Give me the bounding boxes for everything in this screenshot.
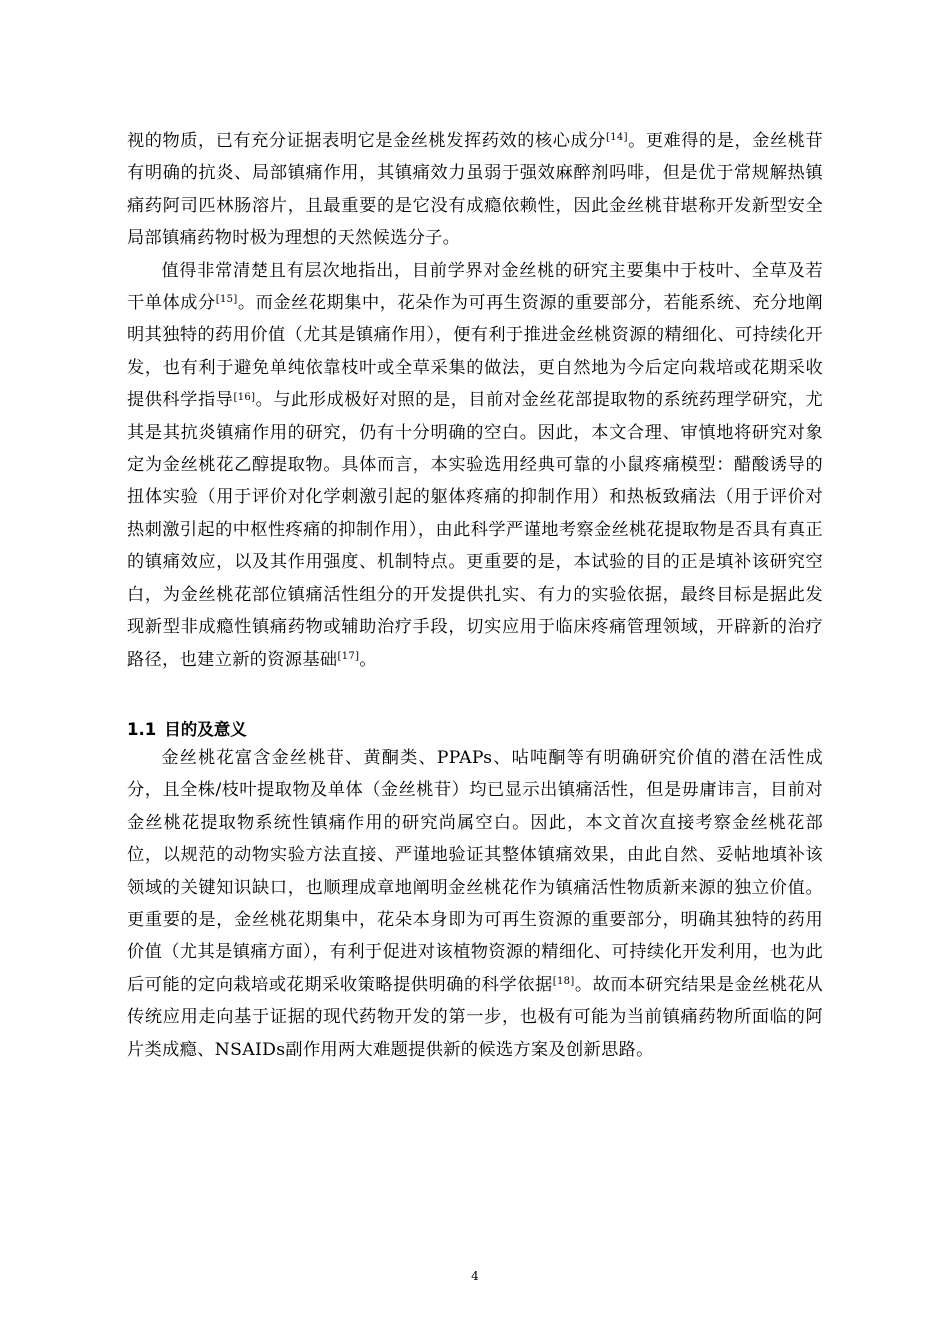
citation-16: [16]	[233, 391, 256, 403]
paragraph-continued	[127, 125, 823, 255]
citation-18: [18]	[552, 976, 575, 988]
text-run: 值得非常清楚且有层次地指出，目前学界对金丝桃的研究主要集中于枝叶、全草及若干单体成分	[127, 260, 823, 314]
page-number: 4	[471, 1269, 479, 1283]
section-1-1-text-block	[127, 742, 823, 1066]
section-title: 目的及意义	[164, 720, 247, 739]
section-heading	[127, 716, 247, 744]
intro-text-block	[127, 125, 823, 676]
text-run: 金丝桃花富含金丝桃苷、黄酮类、PPAPs、呫吨酮等有明确研究价值的潜在活性成分，且全株/枝叶提取物及单体（金丝桃苷）均已显示出镇痛活性，但是毋庸讳言，目前对金丝桃花提取物系统性镇痛作用的研究尚属空白。因此，本文首次直接考察金丝桃花部位，以规范的动物实验方法直接、严谨地验证其整体镇痛效果，由此自然、妥帖地填补该领域的关键知识缺口，也顺理成章地阐明金丝桃花作为镇痛活性物质新来源的独立价值。更重要的是，金丝桃花期集中，花朵本身即为可再生资源的重要部分，明确其独特的药用价值（尤其是镇痛方面），有利于促进对该植物资源的精细化、可持续化开发利用，也为此后可能的定向栽培或花期采收策略提供明确的科学依据	[127, 748, 823, 995]
text-run: 。故而本研究结果是金丝桃花从传统应用走向基于证据的现代药物开发的第一步，也极有可能为当前镇痛药物所面临的阿片类成瘾、NSAIDs副作用两大难题提供新的候选方案及创新思路。	[127, 974, 823, 1060]
text-run: 。而金丝花期集中，花朵作为可再生资源的重要部分，若能系统、充分地阐明其独特的药用价值（尤其是镇痛作用），便有利于推进金丝桃资源的精细化、可持续化开发，也有利于避免单纯依靠枝叶或全草采集的做法，更自然地为今后定向栽培或花期采收提供科学指导	[127, 293, 823, 411]
section-number: 1.1	[127, 720, 157, 739]
text-run: 。更难得的是，金丝桃苷有明确的抗炎、局部镇痛作用，其镇痛效力虽弱于强效麻醉剂吗啡，但是优于常规解热镇痛药阿司匹林肠溶片，且最重要的是它没有成瘾依赖性，因此金丝桃苷堪称开发新型安全局部镇痛药物时极为理想的天然候选分子。	[127, 131, 823, 249]
text-run: 视的物质，已有充分证据表明它是金丝桃发挥药效的核心成分	[127, 131, 606, 151]
text-run: 。与此形成极好对照的是，目前对金丝花部提取物的系统药理学研究，尤其是其抗炎镇痛作用的研究，仍有十分明确的空白。因此，本文合理、审慎地将研究对象定为金丝桃花乙醇提取物。具体而言，本实验选用经典可靠的小鼠疼痛模型：醋酸诱导的扭体实验（用于评价对化学刺激引起的躯体疼痛的抑制作用）和热板致痛法（用于评价对热刺激引起的中枢性疼痛的抑制作用），由此科学严谨地考察金丝桃花提取物是否具有真正的镇痛效应，以及其作用强度、机制特点。更重要的是，本试验的目的正是填补该研究空白，为金丝桃花部位镇痛活性组分的开发提供扎实、有力的实验依据，最终目标是据此发现新型非成瘾性镇痛药物或辅助治疗手段，切实应用于临床疼痛管理领域，开辟新的治疗路径，也建立新的资源基础	[127, 390, 823, 670]
citation-17: [17]	[337, 650, 360, 662]
paragraph-purpose	[127, 742, 823, 1066]
citation-14: [14]	[605, 132, 628, 144]
citation-15: [15]	[215, 294, 238, 306]
paragraph-research-gap	[127, 255, 823, 676]
text-run: 。	[359, 649, 377, 670]
